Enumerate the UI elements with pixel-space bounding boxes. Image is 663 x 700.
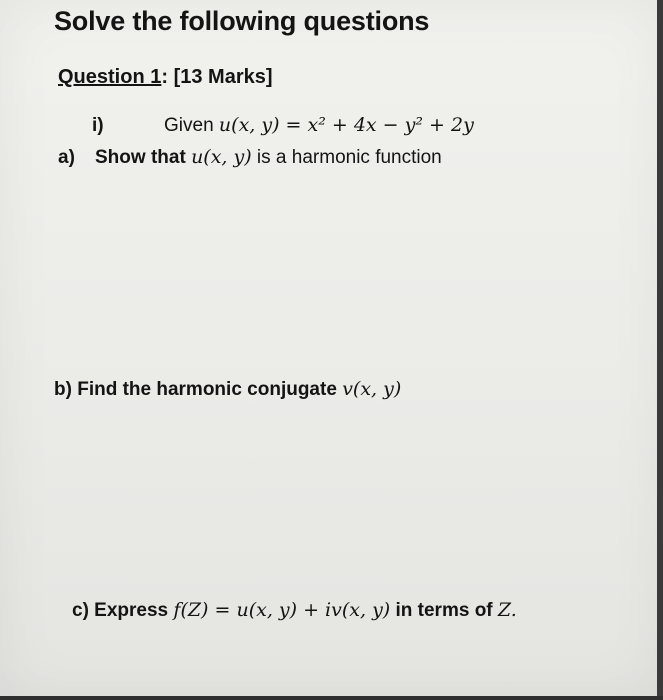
part-i-equation: u(x, y) = x² + 4x − y² + 2y	[218, 114, 474, 136]
part-a-label: a)	[58, 147, 75, 168]
part-a-rest: is a harmonic function	[251, 147, 442, 168]
part-c-line	[72, 599, 517, 622]
question-marks: [13 Marks]	[168, 66, 273, 88]
part-a-function: u(x, y)	[191, 146, 252, 168]
part-c-terms: in terms of	[390, 600, 498, 621]
part-i-number: i)	[92, 115, 104, 136]
part-i-given: Given	[164, 115, 219, 136]
part-a-show-that: Show that	[95, 147, 192, 168]
part-b-function: v(x, y)	[342, 378, 402, 400]
dark-edge-right	[657, 0, 663, 700]
page-title: Solve the following questions	[54, 6, 430, 36]
question-colon: :	[161, 66, 169, 88]
part-c-express: c) Express	[72, 600, 174, 621]
part-b-text: b) Find the harmonic conjugate	[54, 379, 343, 400]
part-i-line	[92, 114, 474, 137]
question-label: Question 1	[58, 66, 162, 88]
part-a-line	[58, 146, 442, 169]
question-heading	[58, 66, 273, 89]
part-b-line	[54, 378, 401, 401]
part-c-equation: f(Z) = u(x, y) + iv(x, y)	[173, 599, 391, 621]
dark-edge-bottom	[0, 696, 663, 700]
part-c-variable: Z.	[497, 599, 517, 621]
